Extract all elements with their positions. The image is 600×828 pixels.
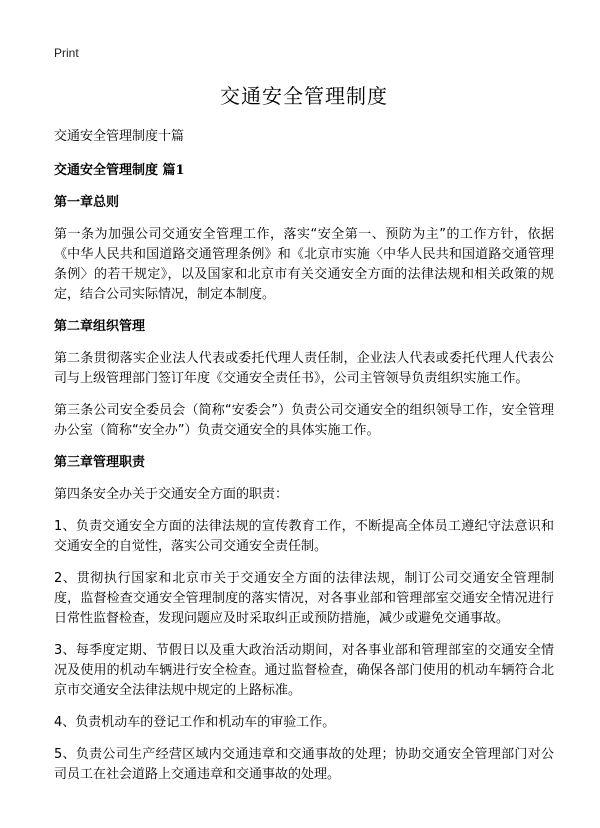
- chapter-heading: 第二章组织管理: [54, 319, 146, 334]
- paragraph: 第四条安全办关于交通安全方面的职责：: [54, 487, 289, 502]
- document-title: 交通安全管理制度: [220, 84, 388, 108]
- paragraph: 3、每季度定期、节假日以及重大政治活动期间，对各事业部和管理部室的交通安全情况及使用的机动车辆进行安全检查。通过监督检查，确保各部门使用的机动车辆符合北京市交通安全法律法规中规定的上路标准。: [54, 643, 554, 698]
- paragraph: 2、贯彻执行国家和北京市关于交通安全方面的法律法规，制订公司交通安全管理制度，监督检查交通安全管理制度的落实情况，对各事业部和管理部室交通安全情况进行日常性监督检查，发现问题应及时采取纠正或预防措施，减少或避免交通事故。: [54, 571, 554, 626]
- paragraph: 5、负责公司生产经营区域内交通违章和交通事故的处理；协助交通安全管理部门对公司员工在社会道路上交通违章和交通事故的处理。: [54, 747, 554, 782]
- document-subtitle: 交通安全管理制度十篇: [54, 129, 185, 144]
- print-link[interactable]: Print: [54, 46, 79, 60]
- article-heading: 交通安全管理制度 篇1: [54, 163, 185, 178]
- paragraph: 第一条为加强公司交通安全管理工作，落实“安全第一、预防为主”的工作方针，依据《中华人民共和国道路交通管理条例》和《北京市实施〈中华人民共和国道路交通管理条例〉的若干规定》，以及国家和北京市有关交通安全方面的法律法规和相关政策的规定，结合公司实际情况，制定本制度。: [54, 227, 554, 302]
- chapter-heading: 第一章总则: [54, 195, 120, 210]
- paragraph: 4、负责机动车的登记工作和机动车的审验工作。: [54, 715, 336, 730]
- paragraph: 1、负责交通安全方面的法律法规的宣传教育工作，不断提高全体员工遵纪守法意识和交通安全的自觉性，落实公司交通安全责任制。: [54, 519, 554, 554]
- paragraph: 第三条公司安全委员会（简称“安委会”）负责公司交通安全的组织领导工作，安全管理办公室（简称“安全办”）负责交通安全的具体实施工作。: [54, 403, 554, 438]
- paragraph: 第二条贯彻落实企业法人代表或委托代理人责任制，企业法人代表或委托代理人代表公司与上级管理部门签订年度《交通安全责任书》，公司主管领导负责组织实施工作。: [54, 351, 554, 386]
- chapter-heading: 第三章管理职责: [54, 455, 146, 470]
